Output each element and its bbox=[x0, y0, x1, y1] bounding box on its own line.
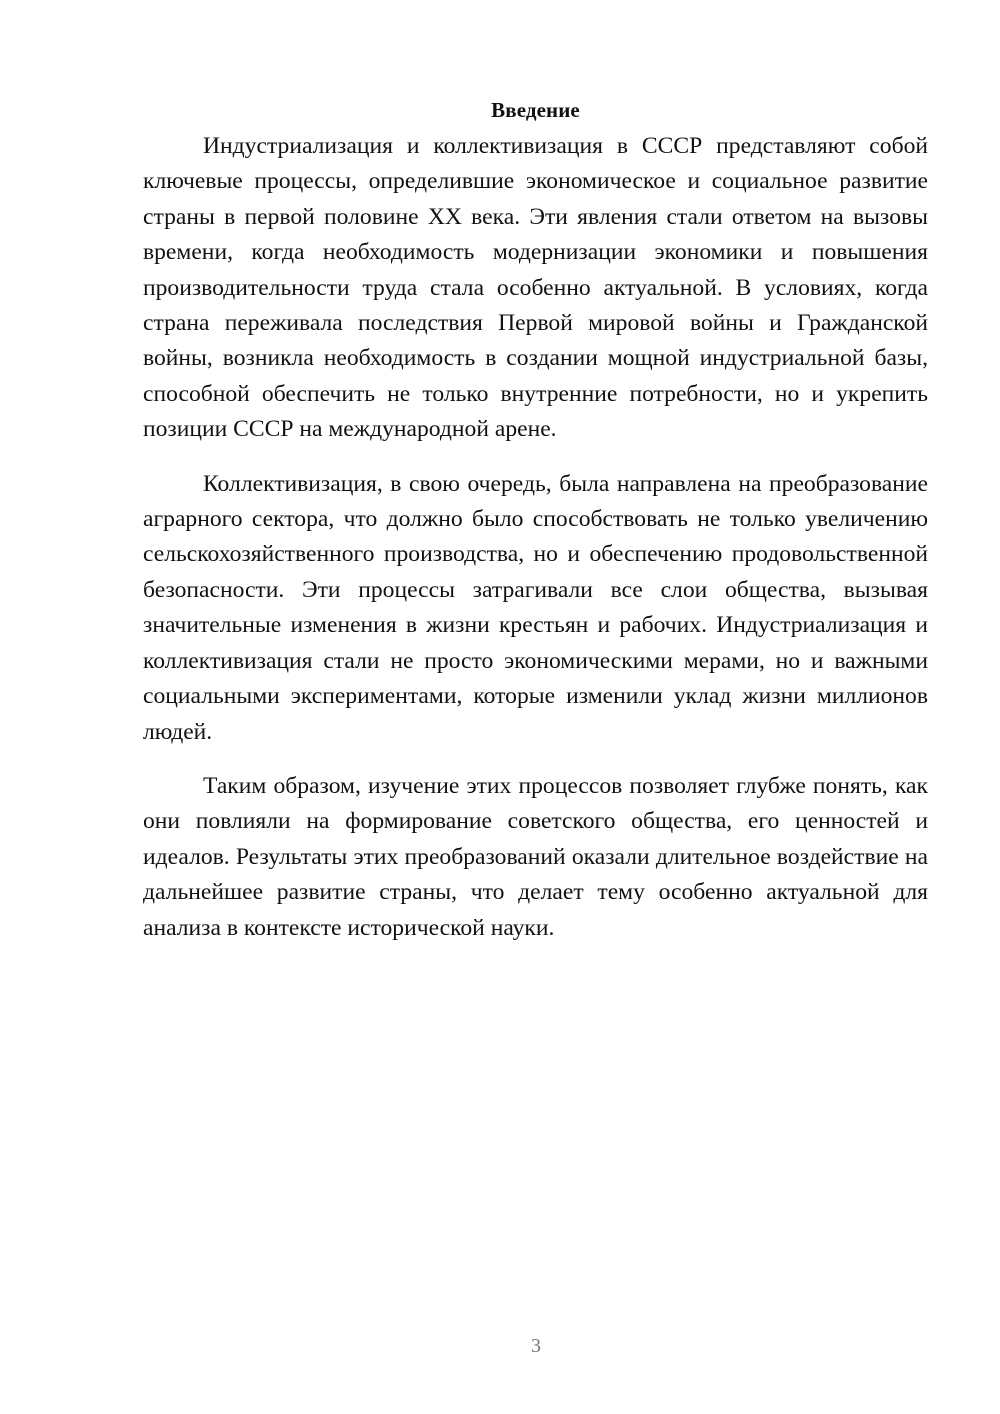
page-content bbox=[143, 95, 928, 965]
paragraph-1: Индустриализация и коллективизация в СССР представляют собой ключевые процессы, определившие экономическое и социальное развитие страны в первой половине XX века. Эти явления стали ответом на вызовы времени, когда необходимость модернизации экономики и повышения производительности труда стала особенно актуальной. В условиях, когда страна переживала последствия Первой мировой войны и Гражданской войны, возникла необходимость в создании мощной индустриальной базы, способной обеспечить не только внутренние потребности, но и укрепить позиции СССР на международной арене. bbox=[143, 133, 928, 443]
section-title: Введение bbox=[491, 98, 580, 122]
page-number: 3 bbox=[531, 1335, 541, 1357]
paragraph-2: Коллективизация, в свою очередь, была направлена на преобразование аграрного сектора, что должно было способствовать не только увеличению сельскохозяйственного производства, но и обеспечению продовольственной безопасности. Эти процессы затрагивали все слои общества, вызывая значительные изменения в жизни крестьян и рабочих. Индустриализация и коллективизация стали не просто экономическими мерами, но и важными социальными экспериментами, которые изменили уклад жизни миллионов людей. bbox=[143, 470, 928, 745]
paragraph-3: Таким образом, изучение этих процессов позволяет глубже понять, как они повлияли на формирование советского общества, его ценностей и идеалов. Результаты этих преобразований оказали длительное воздействие на дальнейшее развитие страны, что делает тему особенно актуальной для анализа в контексте исторической науки. bbox=[143, 772, 928, 941]
